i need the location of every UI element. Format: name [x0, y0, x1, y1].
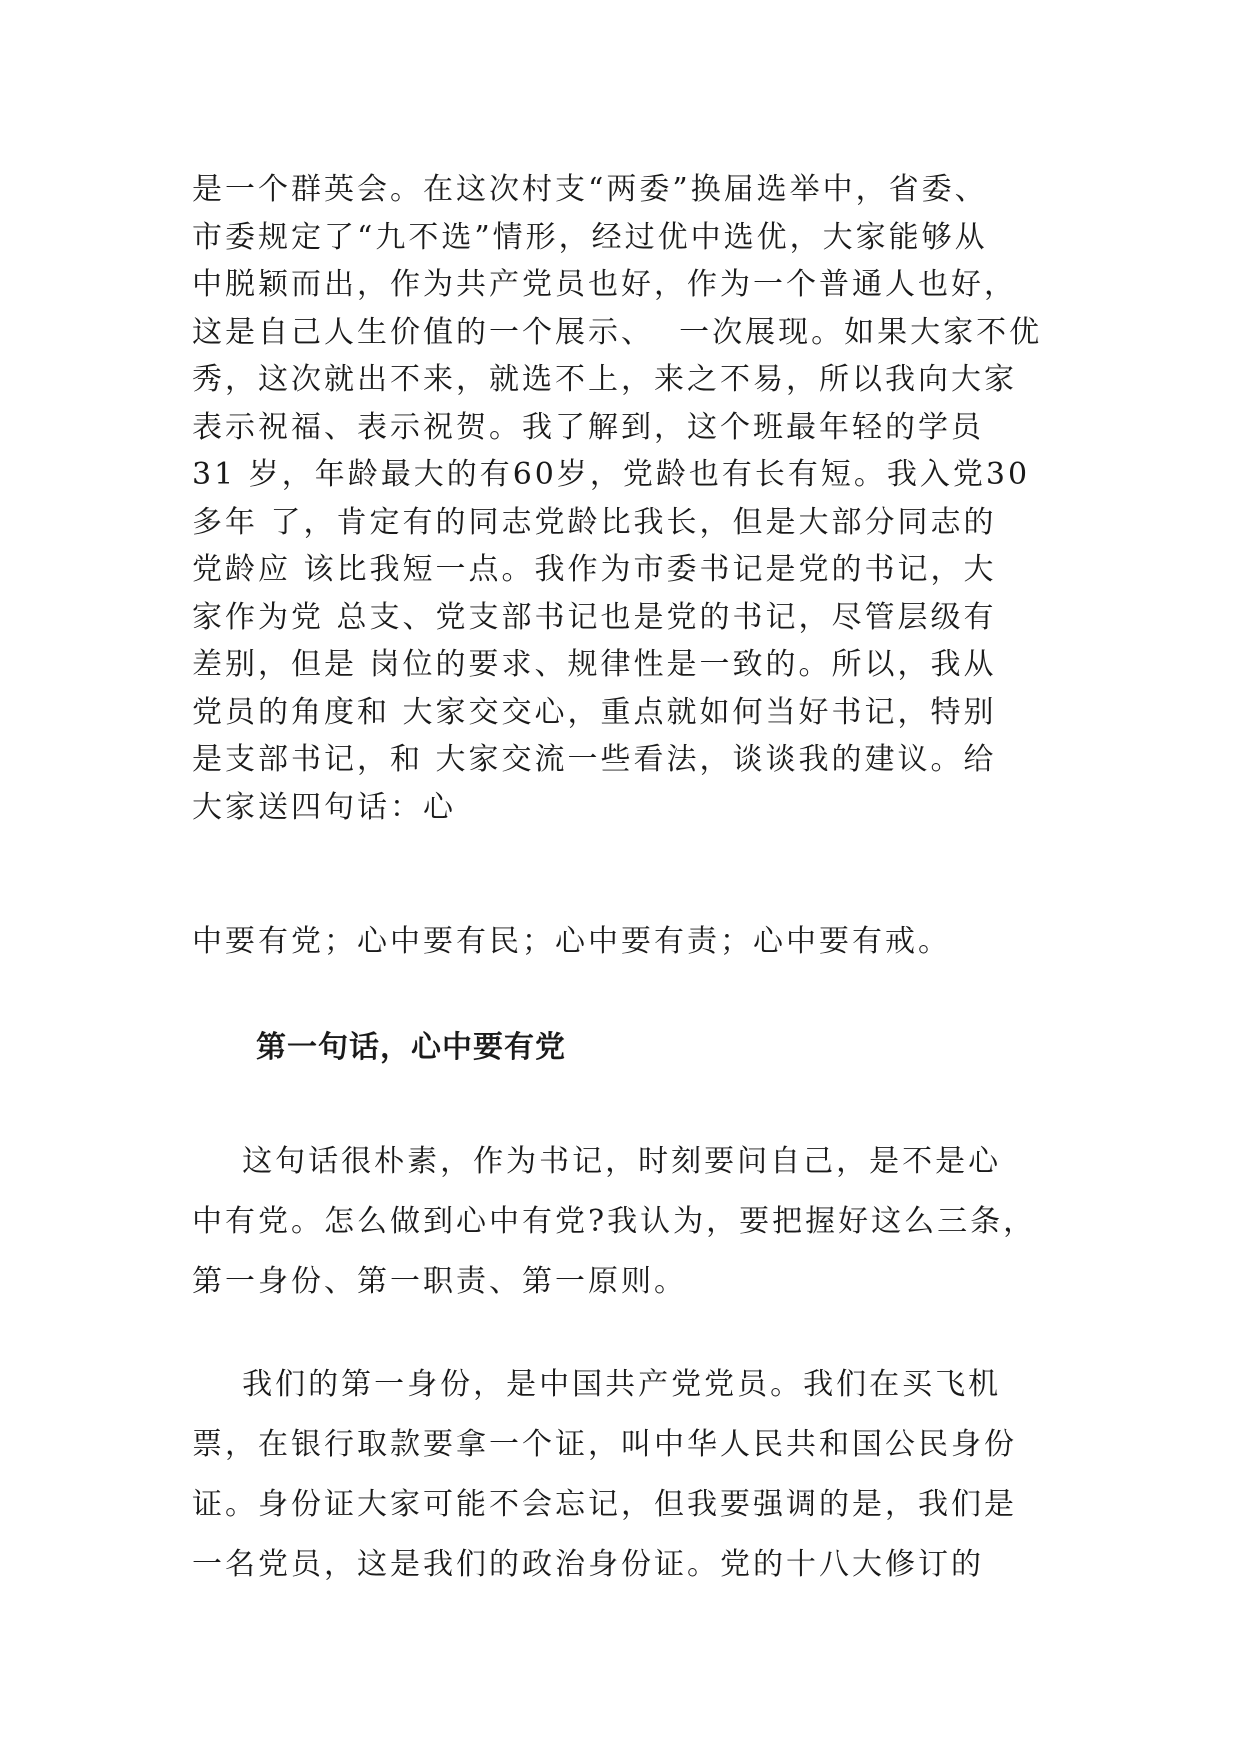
text-line: 市委规定了“九不选”情形，经过优中选优，大家能够从: [192, 219, 988, 255]
text-line: 秀，这次就出不来，就选不上，来之不易，所以我向大家: [192, 362, 1017, 397]
paragraph-3: [192, 1355, 1072, 1595]
paragraph-2: [192, 1132, 1072, 1312]
text-line: 中有党。怎么做到心中有党?我认为，要把握好这么三条，: [192, 1204, 1037, 1239]
text-line: 中脱颖而出，作为共产党员也好，作为一个普通人也好，: [192, 267, 1017, 302]
text-line: 是支部书记，和 大家交流一些看法，谈谈我的建议。给: [192, 742, 997, 777]
text-line: 家作为党 总支、党支部书记也是党的书记，尽管层级有: [192, 599, 997, 635]
paragraph-1-tail: [192, 918, 1072, 966]
text-line: 表示祝福、表示祝贺。我了解到，这个班最年轻的学员: [192, 409, 984, 445]
text-line: 这是自己人生价值的一个展示、 一次展现。如果大家不优: [192, 314, 1043, 350]
text-line: 中要有党；心中要有民；心中要有责；心中要有戒。: [192, 924, 951, 959]
section-heading: 第一句话，心中要有党: [256, 1030, 566, 1065]
paragraph-1: [192, 166, 1072, 831]
text-line: 31 岁，年龄最大的有60岁，党龄也有长有短。我入党30: [192, 457, 1031, 492]
text-line: 多年 了，肯定有的同志党龄比我长，但是大部分同志的: [192, 504, 997, 540]
text-line: 一名党员，这是我们的政治身份证。党的十八大修订的: [192, 1547, 984, 1582]
text-line: 票，在银行取款要拿一个证，叫中华人民共和国公民身份: [192, 1427, 1017, 1462]
text-line: 是一个群英会。在这次村支“两委”换届选举中，省委、: [192, 172, 988, 207]
text-line: 大家送四句话：心: [192, 789, 456, 825]
text-line: 第一身份、第一职责、第一原则。: [192, 1264, 687, 1299]
text-line: 我们的第一身份，是中国共产党党员。我们在买飞机: [192, 1367, 1002, 1402]
text-line: 差别，但是 岗位的要求、规律性是一致的。所以，我从: [192, 647, 997, 682]
text-line: 这句话很朴素，作为书记，时刻要问自己，是不是心: [192, 1144, 1002, 1179]
text-line: 证。身份证大家可能不会忘记，但我要强调的是，我们是: [192, 1487, 1017, 1522]
text-line: 党龄应 该比我短一点。我作为市委书记是党的书记，大: [192, 552, 997, 587]
text-line: 党员的角度和 大家交交心，重点就如何当好书记，特别: [192, 694, 997, 730]
